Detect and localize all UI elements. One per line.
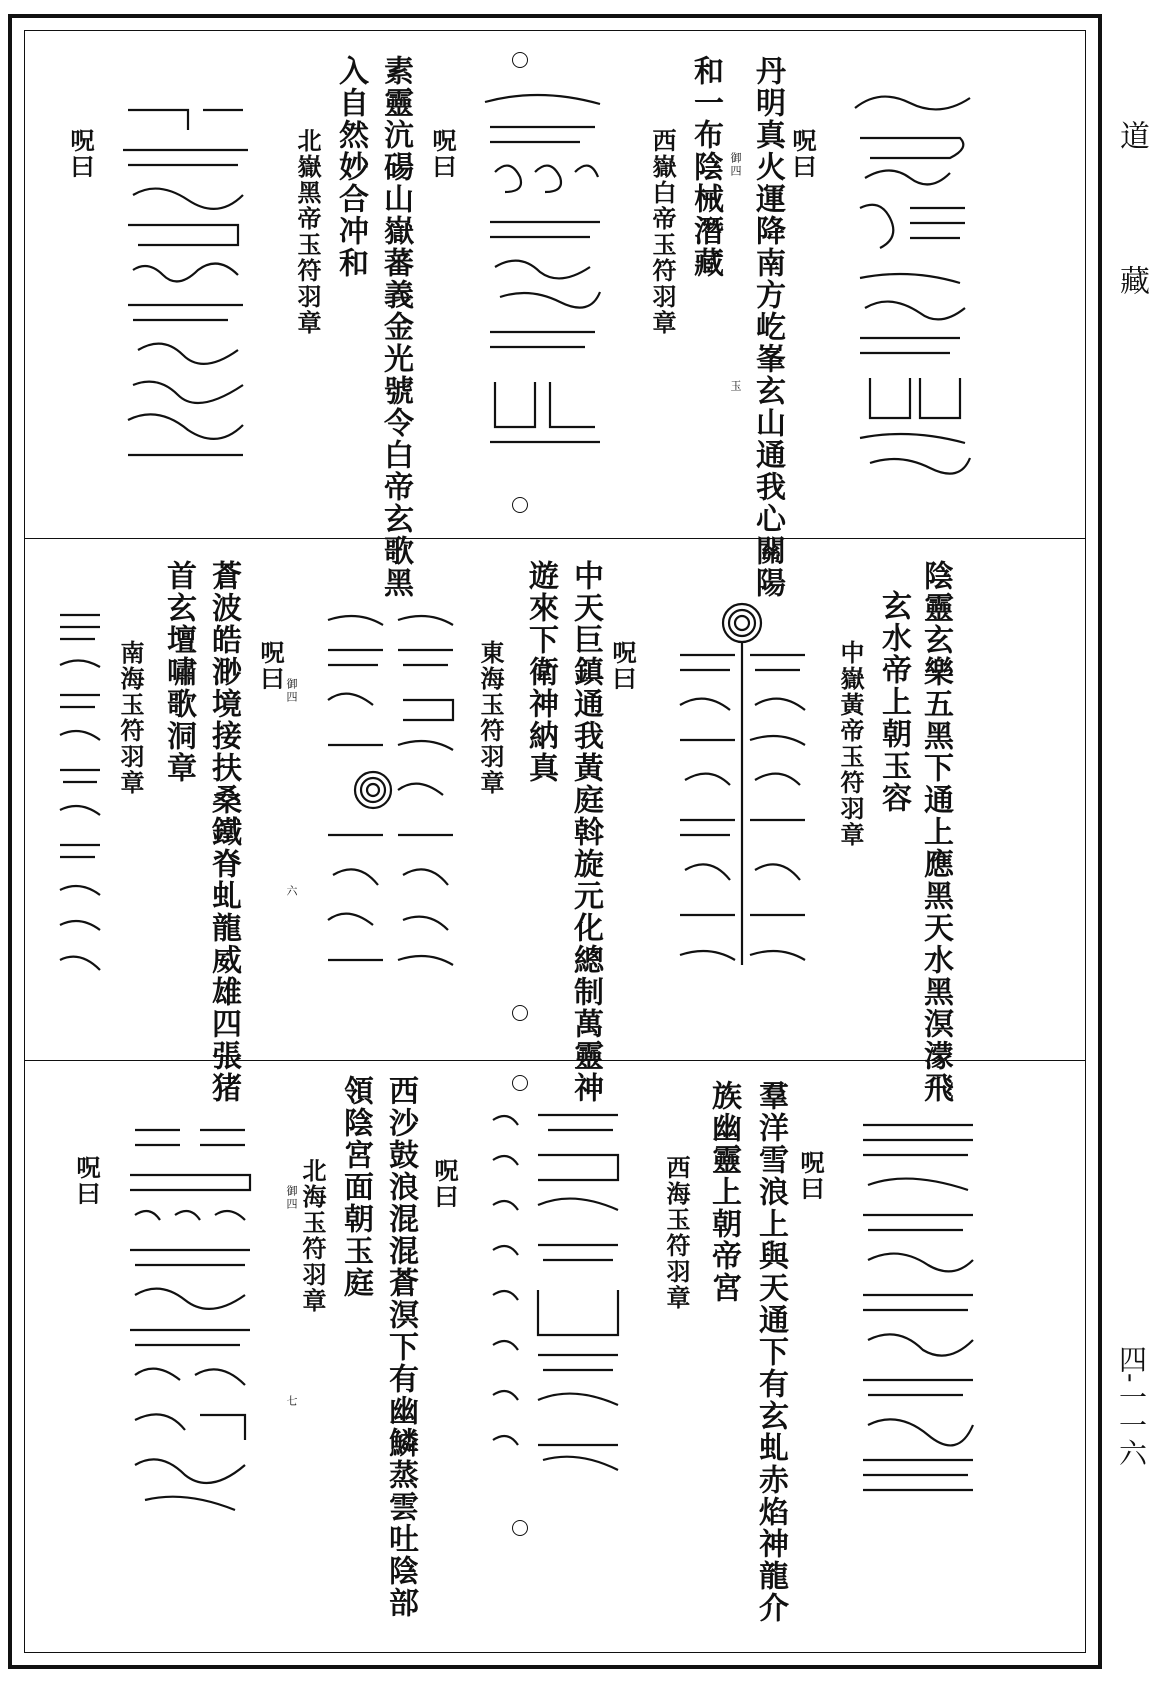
small-annotation: 御四 [729,152,742,178]
small-annotation: 六 [285,885,298,898]
margin-title-top: 道 [1114,120,1149,150]
section-divider-1 [24,538,1086,539]
incantation-label: 呪曰 [428,128,457,180]
text-line: 中天巨鎮通我黃庭斡旋元化總制萬靈神 [568,560,603,1104]
page-number: 四-一一六 [1115,1345,1148,1467]
talisman-3 [118,95,253,475]
binding-hole [512,52,528,68]
text-line: 陰靈玄樂五黑下通上應黑天水黑溟濛飛 [918,560,953,1104]
talisman-title: 西嶽白帝玉符羽章 [648,128,677,336]
text-line: 羣洋雪浪上與天通下有玄虬赤焰神龍介 [753,1080,788,1624]
small-annotation: 玉 [729,380,742,393]
incantation-label: 呪曰 [72,1155,101,1207]
binding-hole [512,1005,528,1021]
talisman-title: 中嶽黃帝玉符羽章 [836,640,865,848]
talisman-5 [318,605,463,980]
talisman-title: 北嶽黑帝玉符羽章 [293,128,322,336]
text-line: 領陰宮面朝玉庭 [338,1075,373,1299]
talisman-title: 東海玉符羽章 [476,640,505,796]
talisman-title: 北海玉符羽章 [298,1158,327,1314]
talisman-9 [125,1120,255,1520]
text-line: 丹明真火運降南方屹峯玄山通我心關陽 [750,55,785,599]
incantation-label: 呪曰 [608,640,637,692]
incantation-label: 呪曰 [430,1158,459,1210]
incantation-label: 呪曰 [256,640,285,692]
binding-hole [512,1520,528,1536]
talisman-7 [858,1115,978,1505]
talisman-8 [488,1105,628,1495]
text-line: 首玄壇嘯歌洞章 [161,560,196,784]
talisman-2 [480,82,610,452]
text-line: 遊來下衛神納真 [523,560,558,784]
text-line: 蒼波皓渺境接扶桑鐵脊虬龍威雄四張猪 [206,560,241,1104]
talisman-6 [55,605,105,985]
talisman-title: 西海玉符羽章 [662,1155,691,1311]
talisman-title: 南海玉符羽章 [116,640,145,796]
talisman-1 [850,78,980,478]
binding-hole [512,1075,528,1091]
text-line: 和一布陰械潛藏 [688,55,723,279]
talisman-4 [670,595,815,980]
binding-hole [512,497,528,513]
text-line: 族幽靈上朝帝宮 [706,1080,741,1304]
incantation-label: 呪曰 [788,128,817,180]
text-line: 西沙鼓浪混混蒼溟下有幽鱗蒸雲吐陰部 [383,1075,418,1619]
text-line: 玄水帝上朝玉容 [876,590,911,814]
text-line: 入自然妙合冲和 [333,55,368,279]
margin-title-bottom: 藏 [1114,265,1149,295]
small-annotation: 七 [285,1395,298,1408]
small-annotation: 御四 [285,678,298,704]
incantation-label: 呪曰 [796,1150,825,1202]
small-annotation: 御四 [285,1185,298,1211]
text-line: 素靈沆碭山嶽蕃義金光號令白帝玄歌黑 [378,55,413,599]
incantation-label: 呪曰 [66,128,95,180]
